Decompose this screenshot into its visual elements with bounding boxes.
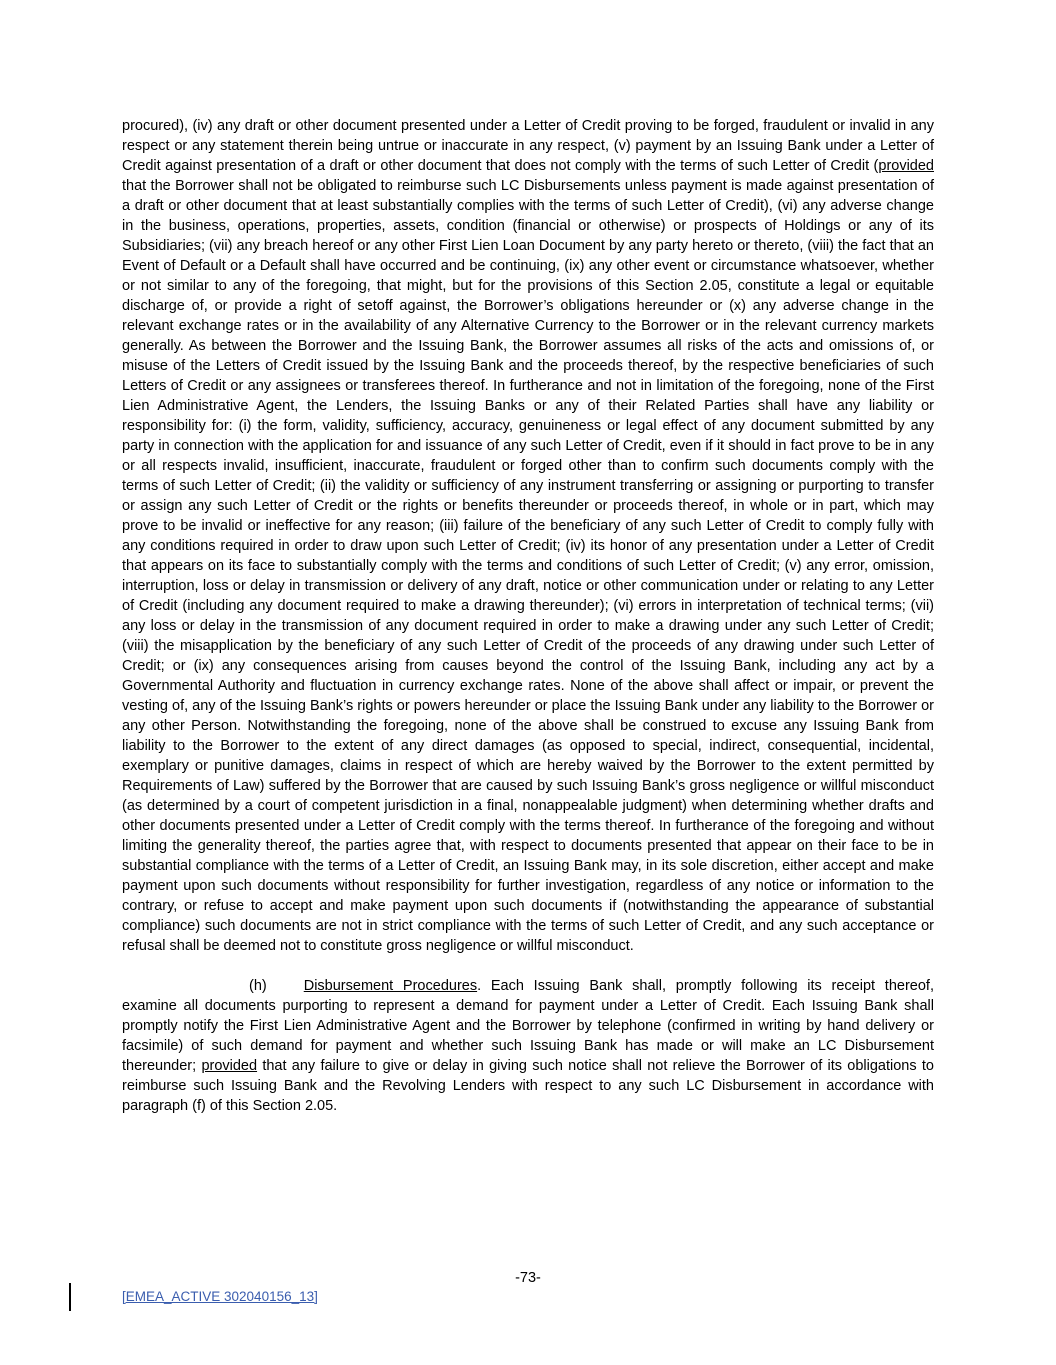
provided-underlined-term: provided — [878, 158, 934, 174]
body-text: that the Borrower shall not be obligated to reimburse such LC Disbursements unless payment is made against presentation of a draft or other document that at least substantially complies with the terms of such Letter of Credit), (vi) any adverse change in the business, operations, properties, assets, condition (financial or otherwise) or prospects of Holdings or any of its Subsidiaries; (vii) any breach hereof or any other First Lien Loan Document by any party hereto or thereto, (viii) the fact that an Event of Default or a Default shall have occurred and be continuing, (ix) any other event or circumstance whatsoever, whether or not similar to any of the foregoing, that might, but for the provisions of this Section 2.05, constitute a legal or equitable discharge of, or provide a right of setoff against, the Borrower’s obligations hereunder or (x) any adverse change in the relevant exchange rates or in the availability of any Alternative Currency to the Borrower or in the relevant currency markets generally. As between the Borrower and the Issuing Bank, the Borrower assumes all risks of the acts and omissions of, or misuse of the Letters of Credit issued by the Issuing Bank and the proceeds thereof, by the respective beneficiaries of such Letters of Credit or any assignees or transferees thereof. In furtherance and not in limitation of the foregoing, none of the First Lien Administrative Agent, the Lenders, the Issuing Banks or any of their Related Parties shall have any liability or responsibility for: (i) the form, validity, sufficiency, accuracy, genuineness or legal effect of any document submitted by any party in connection with the application for and issuance of any such Letter of Credit, even if it should in fact prove to be in any or all respects invalid, insufficient, inaccurate, fraudulent or forged other than to confirm such documents comply with the terms of such Letter of Credit; (ii) the validity or sufficiency of any instrument transferring or assigning or purporting to transfer or assign any such Letter of Credit or the rights or benefits thereunder or proceeds thereof, in whole or in part, which may prove to be invalid or ineffective for any reason; (iii) failure of the beneficiary of any such Letter of Credit to comply fully with any conditions required in order to draw upon such Letter of Credit; (iv) its honor of any presentation under a Letter of Credit that appears on its face to substantially comply with the terms and conditions of such Letter of Credit; (v) any error, omission, interruption, loss or delay in transmission or delivery of any draft, notice or other communication under or relating to any Letter of Credit (including any document required to make a drawing thereunder); (vi) errors in interpretation of technical terms; (vii) any loss or delay in the transmission of any document required in order to make a drawing under any such Letter of Credit; (viii) the misapplication by the beneficiary of any such Letter of Credit of the proceeds of any drawing under such Letter of Credit; or (ix) any consequences arising from causes beyond the control of the Issuing Bank, including any act by a Governmental Authority and fluctuation in currency exchange rates. None of the above shall affect or impair, or prevent the vesting of, any of the Issuing Bank’s rights or powers hereunder or place the Issuing Bank under any liability to the Borrower or any other Person. Notwithstanding the foregoing, none of the above shall be construed to excuse any Issuing Bank from liability to the Borrower to the extent of any direct damages (as opposed to special, indirect, consequential, incidental, exemplary or punitive damages, claims in respect of which are hereby waived by the Borrower to the extent permitted by Requirements of Law) suffered by the Borrower that are caused by such Issuing Bank’s gross negligence or willful misconduct (as determined by a court of competent jurisdiction in a final, nonappealable judgment) when determining whether drafts and other documents presented under a Letter of Credit comply with the terms thereof. In furtherance of the foregoing and without limiting the generality thereof, the parties agree that, with respect to documents presented that appear on their face to be in substantial compliance with the terms of a Letter of Credit, an Issuing Bank may, in its sole discretion, either accept and make payment upon such documents without responsibility for further investigation, regardless of any notice or information to the contrary, or refuse to accept and make payment upon such documents if (notwithstanding the appearance of substantial compliance) such documents are not in strict compliance with the terms of such Letter of Credit, and any such acceptance or refusal shall be deemed not to constitute gross negligence or willful misconduct. — [122, 178, 934, 954]
document-body — [122, 116, 934, 1116]
page-number: -73- — [515, 1270, 541, 1286]
paragraph-continuation — [122, 116, 934, 956]
body-text: procured), (iv) any draft or other document presented under a Letter of Credit proving to be forged, fraudulent or invalid in any respect or any statement therein being untrue or inaccurate in any respect, (v) payment by an Issuing Bank under a Letter of Credit against presentation of a draft or other document that does not comply with the terms of such Letter of Credit ( — [122, 118, 934, 174]
provided-underlined-term: provided — [201, 1058, 258, 1074]
body-text: . Each Issuing Bank shall, promptly following its receipt thereof, examine all documents purporting to represent a demand for payment under a Letter of Credit. Each Issuing Bank shall promptly notify the First Lien Administrative Agent and the Borrower by telephone (confirmed in writing by hand delivery or facsimile) of such demand for payment and whether such Issuing Bank has made or will make an LC Disbursement thereunder; — [122, 978, 934, 1074]
paragraph-label: (h) — [249, 978, 267, 994]
heading-disbursement-procedures: Disbursement Procedures — [303, 978, 478, 994]
body-text: that any failure to give or delay in giving such notice shall not relieve the Borrower of its obligations to reimburse such Issuing Bank and the Revolving Lenders with respect to any such LC Disbursement in accordance with paragraph (f) of this Section 2.05. — [122, 1058, 934, 1114]
revision-change-bar — [69, 1283, 71, 1311]
paragraph-h-disbursement-procedures — [122, 976, 934, 1116]
document-id-stamp: [EMEA_ACTIVE 302040156_13] — [122, 1289, 318, 1304]
